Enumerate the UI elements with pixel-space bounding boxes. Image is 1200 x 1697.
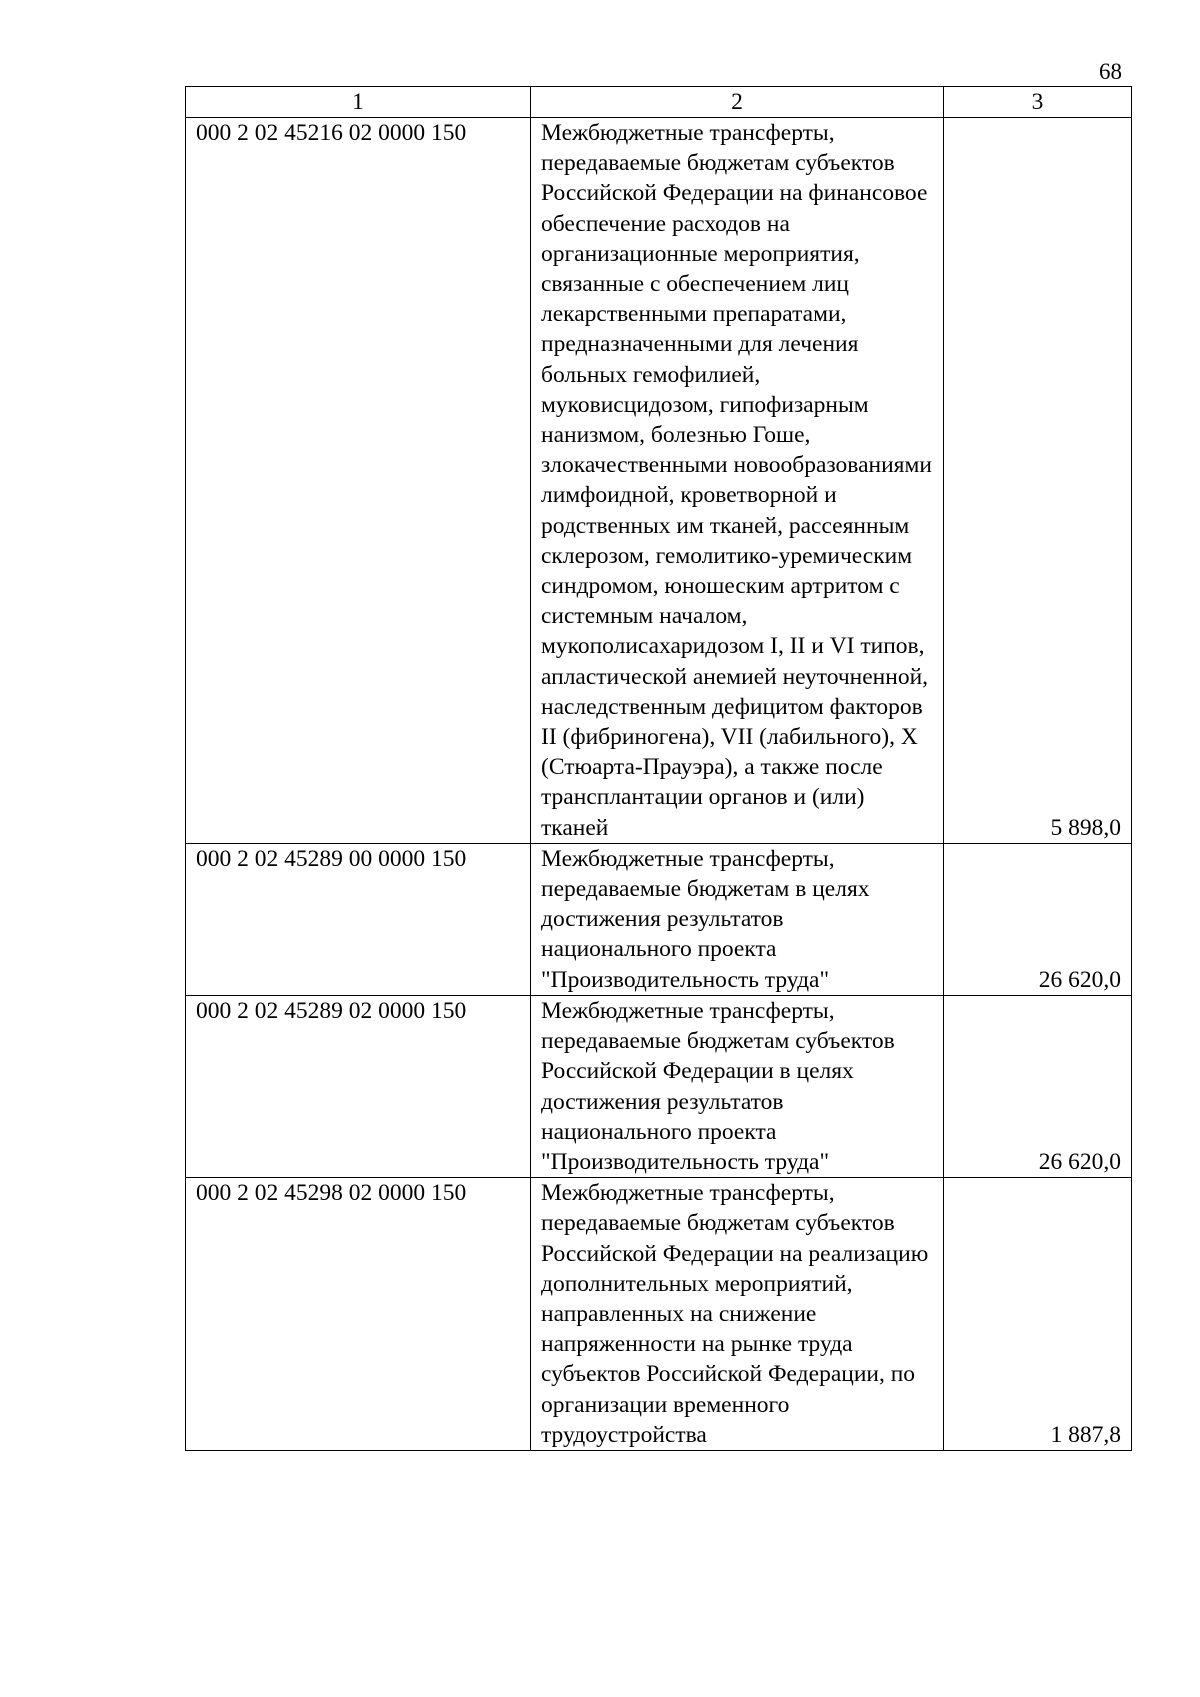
budget-amount: 1 887,8 [944, 1178, 1132, 1451]
budget-description: Межбюджетные трансферты, передаваемые бюджетам субъектов Российской Федерации на финансовое обеспечение расходов на организационные мероприятия, связанные с обеспечением лиц лекарственными препаратами, предназначенными для лечения больных гемофилией, муковисцидозом, гипофизарным нанизмом, болезнью Гоше, злокачественными новообразованиями лимфоидной, кроветворной и родственных им тканей, рассеянным склерозом, гемолитико-уремическим синдромом, юношеским артритом с системным началом, мукополисахаридозом I, II и VI типов, апластической анемией неуточненной, наследственным дефицитом факторов II (фибриногена), VII (лабильного), X (Стюарта-Прауэра), а также после трансплантации органов и (или) тканей [531, 118, 944, 844]
page-number: 68 [1099, 59, 1122, 84]
budget-description: Межбюджетные трансферты, передаваемые бюджетам субъектов Российской Федерации на реализацию дополнительных мероприятий, направленных на снижение напряженности на рынке труда субъектов Российской Федерации, по организации временного трудоустройства [531, 1178, 944, 1451]
table-row [186, 1178, 1132, 1451]
budget-amount: 26 620,0 [944, 843, 1132, 995]
table-row [186, 995, 1132, 1177]
budget-table [185, 86, 1132, 1451]
header-row [186, 87, 1132, 118]
column-header-description: 2 [531, 87, 944, 118]
table-row [186, 118, 1132, 844]
column-header-code: 1 [186, 87, 531, 118]
budget-amount: 5 898,0 [944, 118, 1132, 844]
budget-code: 000 2 02 45289 00 0000 150 [186, 843, 531, 995]
table-row [186, 843, 1132, 995]
budget-code: 000 2 02 45289 02 0000 150 [186, 995, 531, 1177]
budget-code: 000 2 02 45216 02 0000 150 [186, 118, 531, 844]
column-header-amount: 3 [944, 87, 1132, 118]
budget-code: 000 2 02 45298 02 0000 150 [186, 1178, 531, 1451]
budget-description: Межбюджетные трансферты, передаваемые бюджетам в целях достижения результатов национального проекта "Производительность труда" [531, 843, 944, 995]
budget-amount: 26 620,0 [944, 995, 1132, 1177]
budget-description: Межбюджетные трансферты, передаваемые бюджетам субъектов Российской Федерации в целях достижения результатов национального проекта "Производительность труда" [531, 995, 944, 1177]
